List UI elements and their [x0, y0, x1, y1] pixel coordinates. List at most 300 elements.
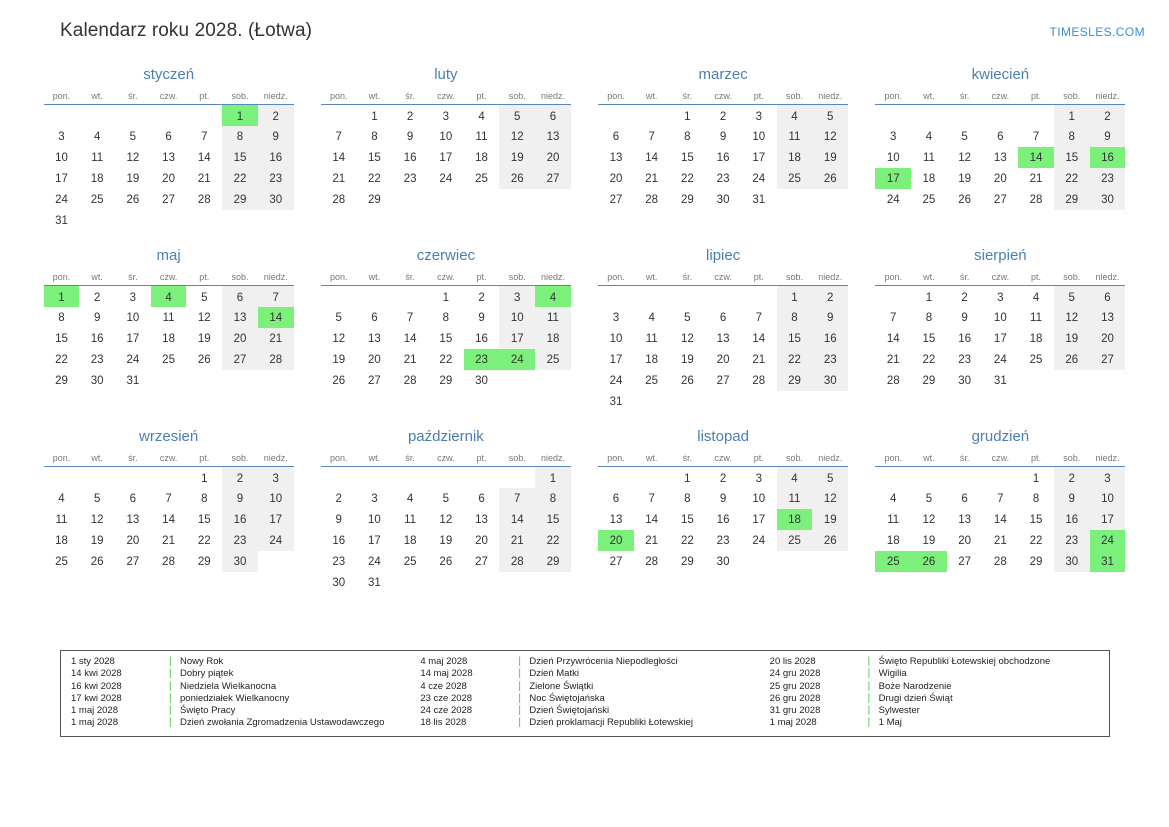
- day-cell[interactable]: [321, 147, 357, 168]
- day-cell[interactable]: [535, 147, 571, 168]
- day-cell[interactable]: [670, 126, 706, 147]
- day-cell[interactable]: [44, 328, 80, 349]
- day-cell[interactable]: [258, 126, 294, 147]
- day-cell[interactable]: [982, 488, 1018, 509]
- day-cell[interactable]: [222, 147, 258, 168]
- day-cell[interactable]: [392, 509, 428, 530]
- day-cell[interactable]: [535, 488, 571, 509]
- day-cell[interactable]: [535, 349, 571, 370]
- day-cell[interactable]: [1090, 328, 1126, 349]
- day-cell[interactable]: [186, 286, 222, 308]
- day-cell[interactable]: [911, 509, 947, 530]
- day-cell[interactable]: [777, 530, 813, 551]
- day-cell[interactable]: [44, 509, 80, 530]
- day-cell[interactable]: [947, 307, 983, 328]
- day-cell[interactable]: [357, 168, 393, 189]
- day-cell[interactable]: [1018, 551, 1054, 572]
- day-cell[interactable]: [1090, 189, 1126, 210]
- day-cell[interactable]: [464, 307, 500, 328]
- day-cell[interactable]: [1054, 307, 1090, 328]
- day-cell[interactable]: [464, 328, 500, 349]
- day-cell[interactable]: [947, 349, 983, 370]
- holiday-day-cell[interactable]: [44, 286, 80, 308]
- day-cell[interactable]: [1090, 105, 1126, 127]
- day-cell[interactable]: [392, 551, 428, 572]
- day-cell[interactable]: [741, 168, 777, 189]
- day-cell[interactable]: [634, 126, 670, 147]
- day-cell[interactable]: [392, 307, 428, 328]
- day-cell[interactable]: [1054, 467, 1090, 489]
- day-cell[interactable]: [812, 467, 848, 489]
- day-cell[interactable]: [79, 189, 115, 210]
- day-cell[interactable]: [1018, 530, 1054, 551]
- day-cell[interactable]: [670, 147, 706, 168]
- day-cell[interactable]: [535, 509, 571, 530]
- day-cell[interactable]: [982, 509, 1018, 530]
- day-cell[interactable]: [428, 105, 464, 127]
- day-cell[interactable]: [79, 551, 115, 572]
- day-cell[interactable]: [947, 126, 983, 147]
- day-cell[interactable]: [428, 530, 464, 551]
- day-cell[interactable]: [79, 286, 115, 308]
- day-cell[interactable]: [812, 509, 848, 530]
- month-name[interactable]: maj: [156, 247, 181, 264]
- day-cell[interactable]: [911, 488, 947, 509]
- day-cell[interactable]: [222, 551, 258, 572]
- day-cell[interactable]: [1054, 551, 1090, 572]
- day-cell[interactable]: [222, 509, 258, 530]
- day-cell[interactable]: [186, 349, 222, 370]
- day-cell[interactable]: [1018, 328, 1054, 349]
- day-cell[interactable]: [79, 488, 115, 509]
- month-name[interactable]: kwiecień: [971, 66, 1030, 83]
- day-cell[interactable]: [79, 168, 115, 189]
- day-cell[interactable]: [705, 530, 741, 551]
- holiday-day-cell[interactable]: [222, 105, 258, 127]
- day-cell[interactable]: [464, 168, 500, 189]
- day-cell[interactable]: [428, 488, 464, 509]
- day-cell[interactable]: [321, 551, 357, 572]
- day-cell[interactable]: [911, 307, 947, 328]
- day-cell[interactable]: [777, 168, 813, 189]
- day-cell[interactable]: [670, 530, 706, 551]
- day-cell[interactable]: [499, 307, 535, 328]
- day-cell[interactable]: [598, 349, 634, 370]
- day-cell[interactable]: [670, 307, 706, 328]
- day-cell[interactable]: [535, 551, 571, 572]
- day-cell[interactable]: [982, 349, 1018, 370]
- day-cell[interactable]: [982, 286, 1018, 308]
- day-cell[interactable]: [812, 370, 848, 391]
- day-cell[interactable]: [357, 328, 393, 349]
- day-cell[interactable]: [875, 189, 911, 210]
- day-cell[interactable]: [535, 105, 571, 127]
- day-cell[interactable]: [258, 349, 294, 370]
- day-cell[interactable]: [598, 126, 634, 147]
- day-cell[interactable]: [357, 370, 393, 391]
- day-cell[interactable]: [151, 126, 187, 147]
- month-name[interactable]: czerwiec: [416, 247, 476, 264]
- day-cell[interactable]: [634, 168, 670, 189]
- day-cell[interactable]: [634, 370, 670, 391]
- day-cell[interactable]: [911, 370, 947, 391]
- day-cell[interactable]: [705, 370, 741, 391]
- day-cell[interactable]: [392, 168, 428, 189]
- day-cell[interactable]: [321, 349, 357, 370]
- day-cell[interactable]: [911, 126, 947, 147]
- day-cell[interactable]: [222, 530, 258, 551]
- day-cell[interactable]: [705, 307, 741, 328]
- day-cell[interactable]: [777, 126, 813, 147]
- day-cell[interactable]: [464, 488, 500, 509]
- day-cell[interactable]: [911, 189, 947, 210]
- holiday-day-cell[interactable]: [875, 551, 911, 572]
- day-cell[interactable]: [1018, 307, 1054, 328]
- day-cell[interactable]: [79, 349, 115, 370]
- day-cell[interactable]: [634, 530, 670, 551]
- day-cell[interactable]: [428, 509, 464, 530]
- holiday-day-cell[interactable]: [777, 509, 813, 530]
- day-cell[interactable]: [499, 530, 535, 551]
- day-cell[interactable]: [982, 551, 1018, 572]
- day-cell[interactable]: [392, 349, 428, 370]
- day-cell[interactable]: [875, 349, 911, 370]
- day-cell[interactable]: [392, 370, 428, 391]
- day-cell[interactable]: [705, 551, 741, 572]
- day-cell[interactable]: [982, 126, 1018, 147]
- day-cell[interactable]: [741, 509, 777, 530]
- day-cell[interactable]: [670, 189, 706, 210]
- day-cell[interactable]: [222, 349, 258, 370]
- day-cell[interactable]: [875, 147, 911, 168]
- day-cell[interactable]: [535, 307, 571, 328]
- month-name[interactable]: sierpień: [974, 247, 1027, 264]
- day-cell[interactable]: [321, 488, 357, 509]
- day-cell[interactable]: [670, 509, 706, 530]
- day-cell[interactable]: [535, 328, 571, 349]
- day-cell[interactable]: [464, 105, 500, 127]
- month-name[interactable]: październik: [407, 428, 484, 445]
- day-cell[interactable]: [911, 286, 947, 308]
- day-cell[interactable]: [1090, 509, 1126, 530]
- day-cell[interactable]: [634, 509, 670, 530]
- day-cell[interactable]: [186, 126, 222, 147]
- day-cell[interactable]: [947, 328, 983, 349]
- day-cell[interactable]: [44, 210, 80, 231]
- day-cell[interactable]: [598, 328, 634, 349]
- day-cell[interactable]: [947, 168, 983, 189]
- day-cell[interactable]: [741, 530, 777, 551]
- day-cell[interactable]: [186, 530, 222, 551]
- day-cell[interactable]: [705, 189, 741, 210]
- day-cell[interactable]: [186, 307, 222, 328]
- day-cell[interactable]: [982, 530, 1018, 551]
- day-cell[interactable]: [812, 105, 848, 127]
- day-cell[interactable]: [392, 488, 428, 509]
- day-cell[interactable]: [1054, 349, 1090, 370]
- day-cell[interactable]: [777, 147, 813, 168]
- day-cell[interactable]: [222, 307, 258, 328]
- day-cell[interactable]: [357, 126, 393, 147]
- day-cell[interactable]: [634, 349, 670, 370]
- day-cell[interactable]: [1090, 488, 1126, 509]
- day-cell[interactable]: [812, 168, 848, 189]
- day-cell[interactable]: [947, 286, 983, 308]
- day-cell[interactable]: [982, 147, 1018, 168]
- day-cell[interactable]: [741, 126, 777, 147]
- day-cell[interactable]: [428, 147, 464, 168]
- day-cell[interactable]: [464, 551, 500, 572]
- day-cell[interactable]: [186, 467, 222, 489]
- day-cell[interactable]: [499, 509, 535, 530]
- day-cell[interactable]: [464, 370, 500, 391]
- day-cell[interactable]: [598, 488, 634, 509]
- day-cell[interactable]: [812, 530, 848, 551]
- day-cell[interactable]: [499, 126, 535, 147]
- day-cell[interactable]: [357, 307, 393, 328]
- day-cell[interactable]: [741, 189, 777, 210]
- day-cell[interactable]: [634, 488, 670, 509]
- day-cell[interactable]: [777, 328, 813, 349]
- day-cell[interactable]: [464, 286, 500, 308]
- day-cell[interactable]: [670, 105, 706, 127]
- day-cell[interactable]: [705, 467, 741, 489]
- day-cell[interactable]: [598, 147, 634, 168]
- day-cell[interactable]: [982, 370, 1018, 391]
- day-cell[interactable]: [777, 370, 813, 391]
- day-cell[interactable]: [44, 488, 80, 509]
- day-cell[interactable]: [186, 551, 222, 572]
- day-cell[interactable]: [428, 168, 464, 189]
- day-cell[interactable]: [79, 370, 115, 391]
- day-cell[interactable]: [151, 328, 187, 349]
- day-cell[interactable]: [44, 530, 80, 551]
- day-cell[interactable]: [186, 328, 222, 349]
- day-cell[interactable]: [634, 147, 670, 168]
- day-cell[interactable]: [115, 147, 151, 168]
- day-cell[interactable]: [982, 189, 1018, 210]
- day-cell[interactable]: [258, 509, 294, 530]
- day-cell[interactable]: [598, 189, 634, 210]
- day-cell[interactable]: [1018, 189, 1054, 210]
- day-cell[interactable]: [186, 168, 222, 189]
- day-cell[interactable]: [44, 307, 80, 328]
- day-cell[interactable]: [464, 509, 500, 530]
- day-cell[interactable]: [115, 551, 151, 572]
- day-cell[interactable]: [598, 509, 634, 530]
- day-cell[interactable]: [598, 551, 634, 572]
- day-cell[interactable]: [1090, 307, 1126, 328]
- day-cell[interactable]: [777, 105, 813, 127]
- day-cell[interactable]: [670, 328, 706, 349]
- day-cell[interactable]: [222, 286, 258, 308]
- day-cell[interactable]: [1054, 530, 1090, 551]
- month-name[interactable]: marzec: [698, 66, 748, 83]
- day-cell[interactable]: [705, 126, 741, 147]
- day-cell[interactable]: [982, 168, 1018, 189]
- day-cell[interactable]: [44, 126, 80, 147]
- day-cell[interactable]: [670, 370, 706, 391]
- day-cell[interactable]: [79, 509, 115, 530]
- month-name[interactable]: styczeń: [143, 66, 195, 83]
- day-cell[interactable]: [222, 168, 258, 189]
- day-cell[interactable]: [258, 286, 294, 308]
- holiday-day-cell[interactable]: [258, 307, 294, 328]
- day-cell[interactable]: [258, 168, 294, 189]
- day-cell[interactable]: [151, 307, 187, 328]
- day-cell[interactable]: [812, 488, 848, 509]
- day-cell[interactable]: [741, 147, 777, 168]
- day-cell[interactable]: [777, 307, 813, 328]
- day-cell[interactable]: [1090, 286, 1126, 308]
- day-cell[interactable]: [911, 530, 947, 551]
- day-cell[interactable]: [428, 551, 464, 572]
- day-cell[interactable]: [428, 307, 464, 328]
- day-cell[interactable]: [258, 328, 294, 349]
- day-cell[interactable]: [634, 328, 670, 349]
- day-cell[interactable]: [598, 391, 634, 412]
- day-cell[interactable]: [258, 189, 294, 210]
- day-cell[interactable]: [79, 328, 115, 349]
- day-cell[interactable]: [499, 105, 535, 127]
- day-cell[interactable]: [1054, 147, 1090, 168]
- day-cell[interactable]: [44, 370, 80, 391]
- day-cell[interactable]: [222, 467, 258, 489]
- day-cell[interactable]: [44, 349, 80, 370]
- day-cell[interactable]: [1018, 488, 1054, 509]
- day-cell[interactable]: [428, 349, 464, 370]
- day-cell[interactable]: [258, 530, 294, 551]
- day-cell[interactable]: [357, 551, 393, 572]
- day-cell[interactable]: [464, 126, 500, 147]
- day-cell[interactable]: [777, 349, 813, 370]
- day-cell[interactable]: [79, 147, 115, 168]
- day-cell[interactable]: [705, 349, 741, 370]
- day-cell[interactable]: [1018, 168, 1054, 189]
- holiday-day-cell[interactable]: [151, 286, 187, 308]
- day-cell[interactable]: [1054, 286, 1090, 308]
- day-cell[interactable]: [115, 328, 151, 349]
- day-cell[interactable]: [741, 488, 777, 509]
- day-cell[interactable]: [812, 349, 848, 370]
- day-cell[interactable]: [115, 488, 151, 509]
- day-cell[interactable]: [79, 307, 115, 328]
- day-cell[interactable]: [392, 328, 428, 349]
- day-cell[interactable]: [499, 328, 535, 349]
- day-cell[interactable]: [982, 328, 1018, 349]
- day-cell[interactable]: [670, 349, 706, 370]
- day-cell[interactable]: [258, 147, 294, 168]
- day-cell[interactable]: [705, 509, 741, 530]
- day-cell[interactable]: [357, 105, 393, 127]
- day-cell[interactable]: [186, 488, 222, 509]
- day-cell[interactable]: [1018, 286, 1054, 308]
- day-cell[interactable]: [151, 530, 187, 551]
- day-cell[interactable]: [115, 509, 151, 530]
- day-cell[interactable]: [1090, 467, 1126, 489]
- day-cell[interactable]: [982, 307, 1018, 328]
- day-cell[interactable]: [357, 349, 393, 370]
- day-cell[interactable]: [777, 467, 813, 489]
- holiday-day-cell[interactable]: [1018, 147, 1054, 168]
- day-cell[interactable]: [741, 370, 777, 391]
- day-cell[interactable]: [1054, 126, 1090, 147]
- holiday-day-cell[interactable]: [875, 168, 911, 189]
- day-cell[interactable]: [186, 509, 222, 530]
- day-cell[interactable]: [777, 488, 813, 509]
- day-cell[interactable]: [79, 530, 115, 551]
- holiday-day-cell[interactable]: [598, 530, 634, 551]
- day-cell[interactable]: [947, 147, 983, 168]
- day-cell[interactable]: [321, 370, 357, 391]
- day-cell[interactable]: [357, 509, 393, 530]
- day-cell[interactable]: [321, 572, 357, 593]
- day-cell[interactable]: [115, 307, 151, 328]
- day-cell[interactable]: [670, 467, 706, 489]
- holiday-day-cell[interactable]: [499, 349, 535, 370]
- month-name[interactable]: luty: [434, 66, 458, 83]
- day-cell[interactable]: [1090, 168, 1126, 189]
- day-cell[interactable]: [499, 168, 535, 189]
- holiday-day-cell[interactable]: [464, 349, 500, 370]
- day-cell[interactable]: [258, 105, 294, 127]
- day-cell[interactable]: [151, 551, 187, 572]
- day-cell[interactable]: [357, 189, 393, 210]
- day-cell[interactable]: [258, 488, 294, 509]
- day-cell[interactable]: [598, 168, 634, 189]
- day-cell[interactable]: [428, 286, 464, 308]
- day-cell[interactable]: [428, 370, 464, 391]
- day-cell[interactable]: [321, 307, 357, 328]
- day-cell[interactable]: [115, 530, 151, 551]
- month-name[interactable]: listopad: [697, 428, 749, 445]
- day-cell[interactable]: [1054, 509, 1090, 530]
- day-cell[interactable]: [499, 286, 535, 308]
- day-cell[interactable]: [151, 488, 187, 509]
- day-cell[interactable]: [911, 168, 947, 189]
- day-cell[interactable]: [741, 105, 777, 127]
- day-cell[interactable]: [1054, 168, 1090, 189]
- day-cell[interactable]: [875, 126, 911, 147]
- day-cell[interactable]: [151, 349, 187, 370]
- day-cell[interactable]: [705, 328, 741, 349]
- day-cell[interactable]: [875, 530, 911, 551]
- brand-link[interactable]: TIMESLES.COM: [1049, 25, 1145, 39]
- day-cell[interactable]: [812, 307, 848, 328]
- day-cell[interactable]: [947, 370, 983, 391]
- day-cell[interactable]: [44, 551, 80, 572]
- day-cell[interactable]: [705, 488, 741, 509]
- day-cell[interactable]: [392, 105, 428, 127]
- day-cell[interactable]: [670, 488, 706, 509]
- day-cell[interactable]: [222, 126, 258, 147]
- day-cell[interactable]: [357, 147, 393, 168]
- day-cell[interactable]: [705, 105, 741, 127]
- day-cell[interactable]: [357, 572, 393, 593]
- day-cell[interactable]: [670, 168, 706, 189]
- day-cell[interactable]: [186, 147, 222, 168]
- day-cell[interactable]: [392, 147, 428, 168]
- holiday-day-cell[interactable]: [1090, 551, 1126, 572]
- holiday-day-cell[interactable]: [1090, 530, 1126, 551]
- day-cell[interactable]: [357, 530, 393, 551]
- day-cell[interactable]: [499, 551, 535, 572]
- day-cell[interactable]: [812, 328, 848, 349]
- day-cell[interactable]: [535, 530, 571, 551]
- day-cell[interactable]: [44, 189, 80, 210]
- day-cell[interactable]: [392, 126, 428, 147]
- day-cell[interactable]: [598, 370, 634, 391]
